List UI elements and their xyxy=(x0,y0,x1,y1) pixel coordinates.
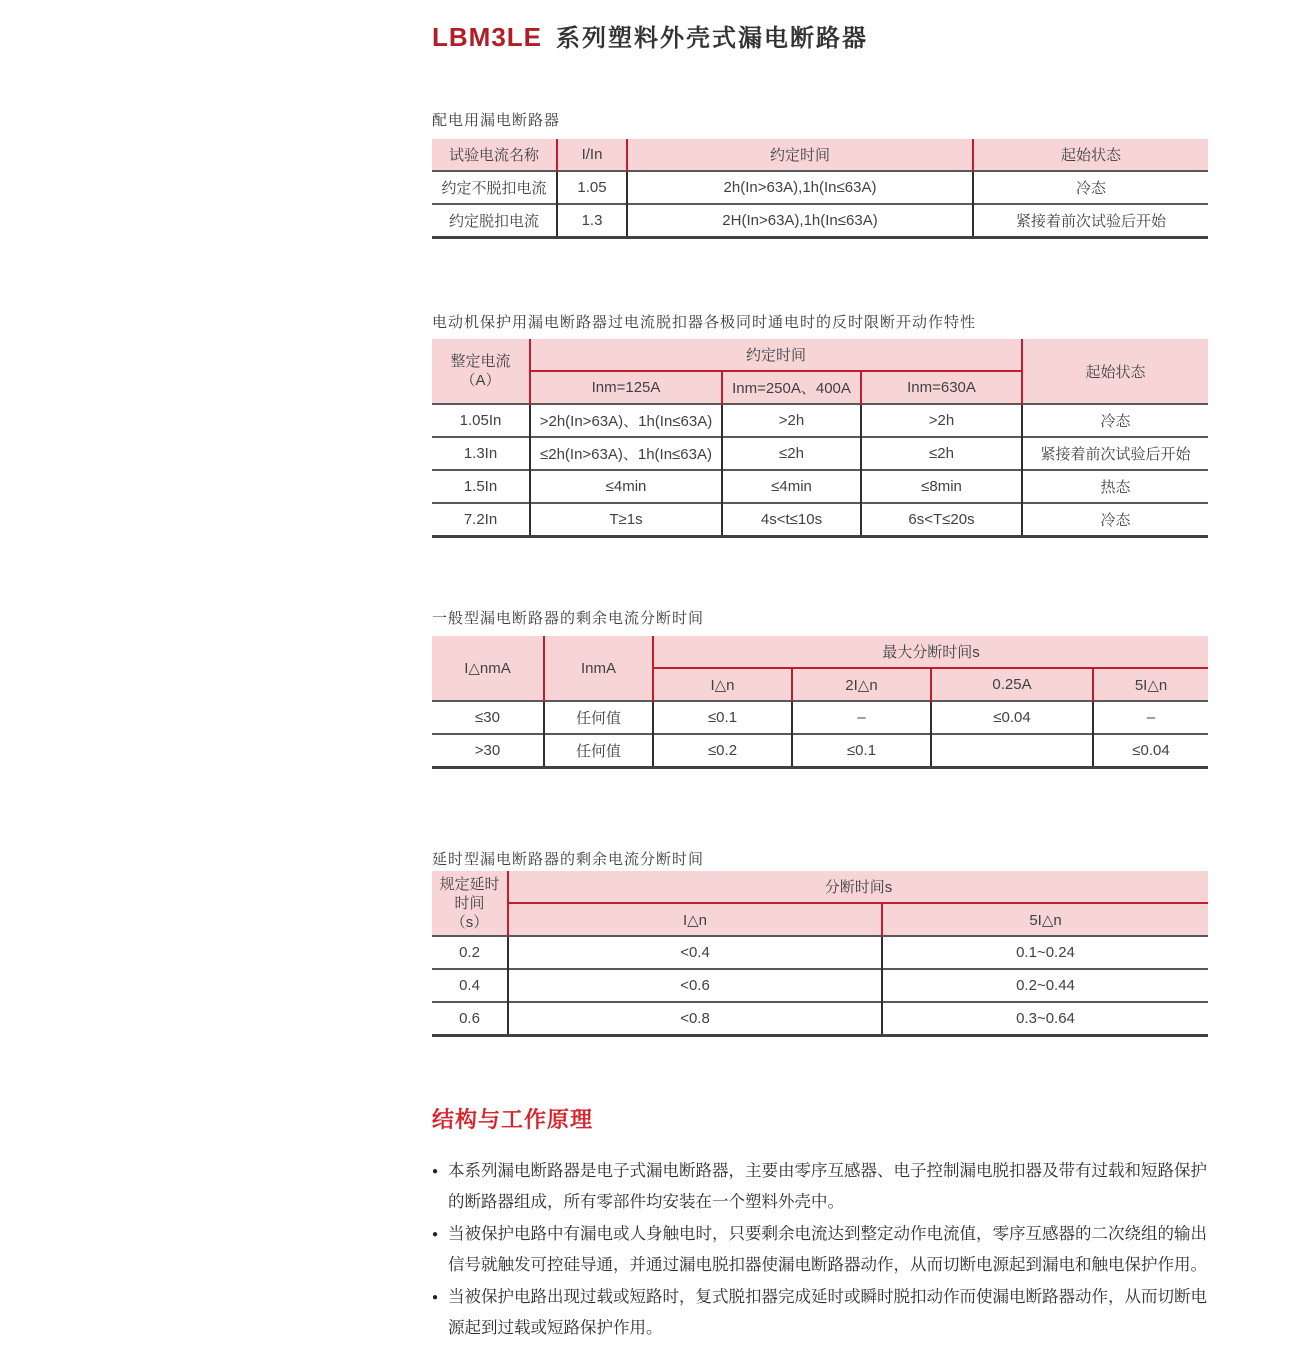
table-cell: >2h xyxy=(722,404,861,437)
principle-section xyxy=(432,1103,1222,1345)
table-cell: T≥1s xyxy=(530,503,722,537)
column-header: 起始状态 xyxy=(1022,339,1208,404)
column-subheader: Inm=125A xyxy=(530,371,722,404)
table-row xyxy=(432,734,1208,768)
table-cell: ≤0.04 xyxy=(1093,734,1208,768)
group-header: 最大分断时间s xyxy=(653,636,1208,668)
list-item xyxy=(432,1282,1222,1344)
table-cell: – xyxy=(792,701,931,734)
table-cell: <0.4 xyxy=(508,936,882,969)
table-row xyxy=(432,1002,1208,1036)
column-header: 试验电流名称 xyxy=(432,139,557,171)
table-cell: 紧接着前次试验后开始 xyxy=(1022,437,1208,470)
product-model: LBM3LE xyxy=(432,22,542,52)
table-cell: 0.4 xyxy=(432,969,508,1002)
table-cell: 2H(In>63A),1h(In≤63A) xyxy=(627,204,973,238)
table-cell: ≤0.2 xyxy=(653,734,792,768)
table-cell: >2h(In>63A)、1h(In≤63A) xyxy=(530,404,722,437)
section-label-motor-protection: 电动机保护用漏电断路器过电流脱扣器各极同时通电时的反时限断开动作特性 xyxy=(432,314,977,331)
table-cell: 任何值 xyxy=(544,734,653,768)
column-subheader: I△n xyxy=(653,668,792,701)
table-cell: 0.6 xyxy=(432,1002,508,1036)
table-cell: – xyxy=(1093,701,1208,734)
column-subheader: 5I△n xyxy=(882,903,1208,936)
table-cell: 冷态 xyxy=(973,171,1208,204)
column-subheader: 5I△n xyxy=(1093,668,1208,701)
table-cell: 热态 xyxy=(1022,470,1208,503)
bullet-icon: ● xyxy=(432,1292,439,1303)
table-row xyxy=(432,701,1208,734)
table-subheader-row xyxy=(432,903,1208,936)
table-cell: 1.3 xyxy=(557,204,627,238)
table-row xyxy=(432,969,1208,1002)
table-cell: 1.5In xyxy=(432,470,530,503)
table-header-row xyxy=(432,339,1208,371)
table-cell: 约定不脱扣电流 xyxy=(432,171,557,204)
table-cell: 6s<T≤20s xyxy=(861,503,1022,537)
principle-heading: 结构与工作原理 xyxy=(432,1107,594,1132)
section-label-delay-type: 延时型漏电断路器的剩余电流分断时间 xyxy=(432,851,705,868)
column-subheader: 2I△n xyxy=(792,668,931,701)
table-cell: ≤30 xyxy=(432,701,544,734)
table-cell: <0.6 xyxy=(508,969,882,1002)
table-cell: ≤0.1 xyxy=(653,701,792,734)
table-cell: 约定脱扣电流 xyxy=(432,204,557,238)
table-cell: 0.3~0.64 xyxy=(882,1002,1208,1036)
column-header-line: 整定电流 xyxy=(450,353,511,370)
table-cell: 任何值 xyxy=(544,701,653,734)
table-row xyxy=(432,503,1208,537)
column-header: InmA xyxy=(544,636,653,701)
table-cell: ≤2h xyxy=(861,437,1022,470)
table-cell xyxy=(931,734,1093,768)
list-item xyxy=(432,1219,1222,1281)
bullet-icon: ● xyxy=(432,1166,439,1177)
column-header-line: （s） xyxy=(450,913,489,931)
distribution-breaker-table xyxy=(432,139,1208,239)
column-header xyxy=(432,871,508,936)
table-cell: 7.2In xyxy=(432,503,530,537)
table-cell: ≤2h xyxy=(722,437,861,470)
table-row xyxy=(432,470,1208,503)
table-cell: 4s<t≤10s xyxy=(722,503,861,537)
table-row xyxy=(432,204,1208,238)
table-row xyxy=(432,936,1208,969)
table-cell: <0.8 xyxy=(508,1002,882,1036)
group-header: 约定时间 xyxy=(530,339,1022,371)
column-subheader: I△n xyxy=(508,903,882,936)
table-cell: 冷态 xyxy=(1022,404,1208,437)
column-header xyxy=(432,339,530,404)
page-title xyxy=(432,18,868,53)
table-cell: 1.05In xyxy=(432,404,530,437)
column-subheader: Inm=250A、400A xyxy=(722,371,861,404)
column-subheader: Inm=630A xyxy=(861,371,1022,404)
delay-type-table xyxy=(432,871,1208,1037)
table-cell: ≤8min xyxy=(861,470,1022,503)
section-label-distribution: 配电用漏电断路器 xyxy=(432,112,561,129)
table-cell: 1.05 xyxy=(557,171,627,204)
table-cell: 紧接着前次试验后开始 xyxy=(973,204,1208,238)
table-cell: 1.3In xyxy=(432,437,530,470)
table-cell: 0.2 xyxy=(432,936,508,969)
bullet-text: 当被保护电路中有漏电或人身触电时，只要剩余电流达到整定动作电流值，零序互感器的二次绕组的输出信号就触发可控硅导通，并通过漏电脱扣器使漏电断路器动作，从而切断电源起到漏电和触电保护作用。 xyxy=(448,1225,1207,1274)
table-row xyxy=(432,171,1208,204)
section-label-general-type: 一般型漏电断路器的剩余电流分断时间 xyxy=(432,610,705,627)
table-cell: 2h(In>63A),1h(In≤63A) xyxy=(627,171,973,204)
table-cell: 0.2~0.44 xyxy=(882,969,1208,1002)
table-cell: ≤4min xyxy=(722,470,861,503)
column-header: 起始状态 xyxy=(973,139,1208,171)
bullet-icon: ● xyxy=(432,1229,439,1240)
motor-protection-table xyxy=(432,339,1208,538)
bullet-text: 本系列漏电断路器是电子式漏电断路器，主要由零序互感器、电子控制漏电脱扣器及带有过载和短路保护的断路器组成，所有零部件均安装在一个塑料外壳中。 xyxy=(448,1162,1207,1211)
table-cell: ≤4min xyxy=(530,470,722,503)
column-header: I△nmA xyxy=(432,636,544,701)
table-cell: 冷态 xyxy=(1022,503,1208,537)
table-header-row xyxy=(432,871,1208,903)
table-header-row xyxy=(432,636,1208,668)
table-row xyxy=(432,437,1208,470)
table-cell: >30 xyxy=(432,734,544,768)
column-header: I/In xyxy=(557,139,627,171)
table-cell: >2h xyxy=(861,404,1022,437)
column-header: 约定时间 xyxy=(627,139,973,171)
list-item xyxy=(432,1156,1222,1218)
table-cell: 0.1~0.24 xyxy=(882,936,1208,969)
general-type-table xyxy=(432,636,1208,769)
column-header-line: （A） xyxy=(460,372,501,389)
principle-bullet-list xyxy=(432,1156,1222,1344)
table-header-row xyxy=(432,139,1208,171)
table-cell: ≤0.1 xyxy=(792,734,931,768)
product-title-text: 系列塑料外壳式漏电断路器 xyxy=(556,25,868,52)
table-cell: ≤2h(In>63A)、1h(In≤63A) xyxy=(530,437,722,470)
table-cell: ≤0.04 xyxy=(931,701,1093,734)
group-header: 分断时间s xyxy=(508,871,1208,903)
table-row xyxy=(432,404,1208,437)
bullet-text: 当被保护电路出现过载或短路时，复式脱扣器完成延时或瞬时脱扣动作而使漏电断路器动作，从而切断电源起到过载或短路保护作用。 xyxy=(448,1288,1207,1337)
column-subheader: 0.25A xyxy=(931,668,1093,701)
column-header-line: 规定延时时间 xyxy=(439,875,500,912)
